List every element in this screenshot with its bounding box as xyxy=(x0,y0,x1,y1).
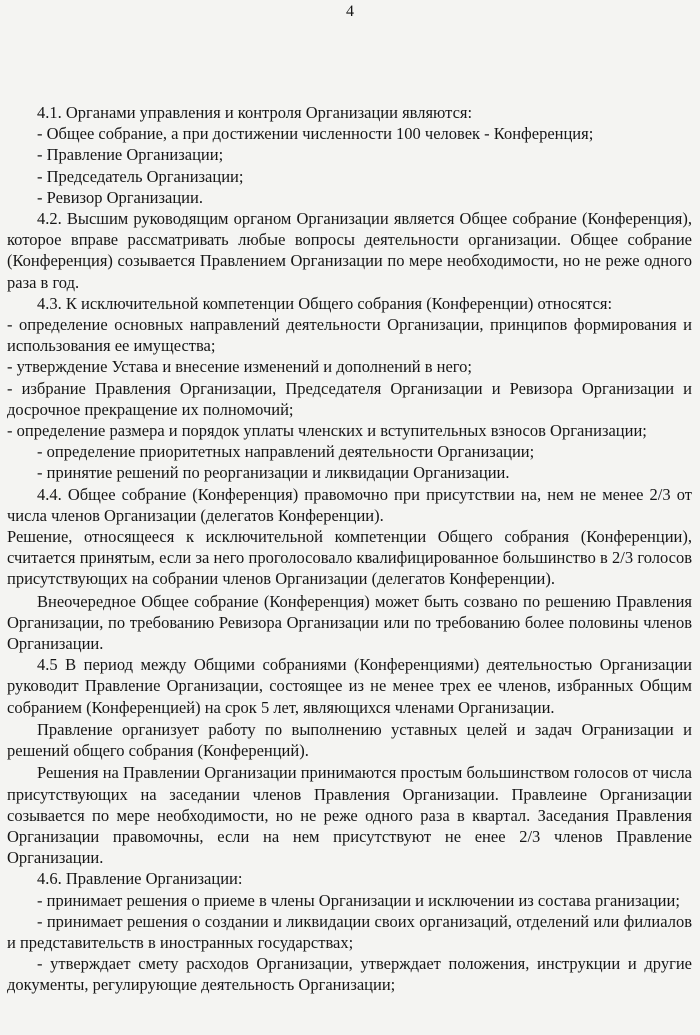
paragraph: 4.3. К исключительной компетенции Общего собрания (Конференции) относятся: xyxy=(37,293,613,313)
paragraph: 4.5 В период между Общими собраниями (Конференциями) деятельностью Организации руководит Правление Организации, состоящее из не менее трех ее членов, избранных Общим собранием (Конференцией) на срок 5 лет, являющихся членами Организации. xyxy=(7,655,692,717)
paragraph: Правление организует работу по выполнению уставных целей и задач Огранизации и решений общего собрания (Конференций). xyxy=(7,719,692,761)
list-item: - Председатель Организации; xyxy=(37,166,244,186)
list-item: - Правление Организации; xyxy=(37,145,224,165)
list-item: - принимает решения о создании и ликвидации своих организаций, отделений или филиалов и представительств в иностранных государствах; xyxy=(7,911,692,952)
list-item: - принятие решений по реорганизации и ликвидации Организации. xyxy=(37,463,510,483)
paragraph: Решения на Правлении Организации принимаются простым большинством голосов от числа присутствующих на заседании членов Правления Организации. Правлеине Организации созывается по мере необходимости, но не реже одного раза в квартал. Заседания Правления Организации правомочны, если на нем присутствуют не енее 2/3 членов Правление Организации. xyxy=(7,763,692,868)
paragraph: Внеочередное Общее собрание (Конференция) может быть созвано по решению Правления Организации, по требованию Ревизора Организации или по требованию более половины членов Организации. xyxy=(7,591,692,654)
list-item: - определение размера и порядок уплаты членских и вступительных взносов Организации; xyxy=(7,421,647,441)
paragraph: 4.2. Высшим руководящим органом Организации является Общее собрание (Конференция), которое вправе рассматривать любые вопросы деятельности организации. Общее собрание (Конференция) созывается Правлением Организации по мере необходимости, но не реже одного раза в год. xyxy=(7,209,692,292)
list-item: - определение приоритетных направлений деятельности Организации; xyxy=(37,442,535,462)
list-item: - избрание Правления Организации, Председателя Организации и Ревизора Организации и досрочное прекращение их полномочий; xyxy=(7,378,692,419)
list-item: - утверждение Устава и внесение изменений и дополнений в него; xyxy=(7,357,472,377)
list-item: - определение основных направлений деятельности Организации, принципов формирования и использования ее имущества; xyxy=(7,315,692,356)
paragraph: 4.4. Общее собрание (Конференция) правомочно при присутствии на, нем не менее 2/3 от числа членов Организации (делегатов Конференции). xyxy=(7,484,692,525)
paragraph: 4.6. Правление Организации: xyxy=(37,869,243,889)
paragraph: 4.1. Органами управления и контроля Организации являются: xyxy=(37,103,473,122)
list-item: - Ревизор Организации. xyxy=(37,187,203,207)
page-number: 4 xyxy=(346,3,354,20)
list-item: - принимает решения о приеме в члены Организации и исключении из состава рганизации; xyxy=(37,890,680,910)
list-item: - Общее собрание, а при достижении численности 100 человек - Конференция; xyxy=(37,124,594,144)
paragraph: Решение, относящееся к исключительной компетенции Общего собрания (Конференции), считается принятым, если за него проголосовало квалифицированное большинство в 2/3 голосов присутствующих на собрании членов Организации (делегатов Конференции). xyxy=(7,527,692,589)
list-item: - утверждает смету расходов Организации, утверждает положения, инструкции и другие документы, регулирующие деятельность Организации; xyxy=(7,954,692,995)
document-body xyxy=(7,102,692,996)
